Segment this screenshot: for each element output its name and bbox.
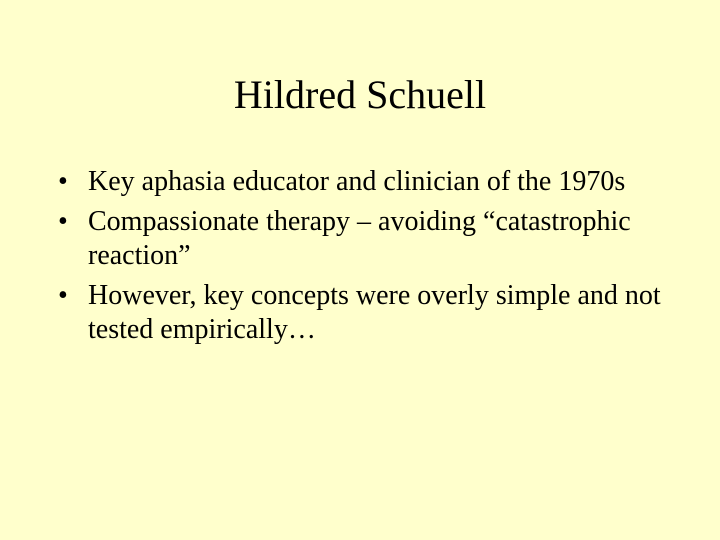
bullet-item (58, 205, 668, 273)
bullet-dot-icon: • (58, 280, 68, 311)
bullet-item (58, 165, 668, 199)
bullet-item (58, 279, 668, 347)
bullet-dot-icon: • (58, 206, 68, 237)
bullet-text: Key aphasia educator and clinician of the 1970s (88, 166, 626, 197)
bullet-text: Compassionate therapy – avoiding “catastrophic reaction” (88, 206, 631, 271)
bullet-text: However, key concepts were overly simple and not tested empirically… (88, 280, 661, 345)
slide-title: Hildred Schuell (233, 72, 487, 117)
bullet-list (58, 165, 668, 353)
bullet-dot-icon: • (58, 166, 68, 197)
